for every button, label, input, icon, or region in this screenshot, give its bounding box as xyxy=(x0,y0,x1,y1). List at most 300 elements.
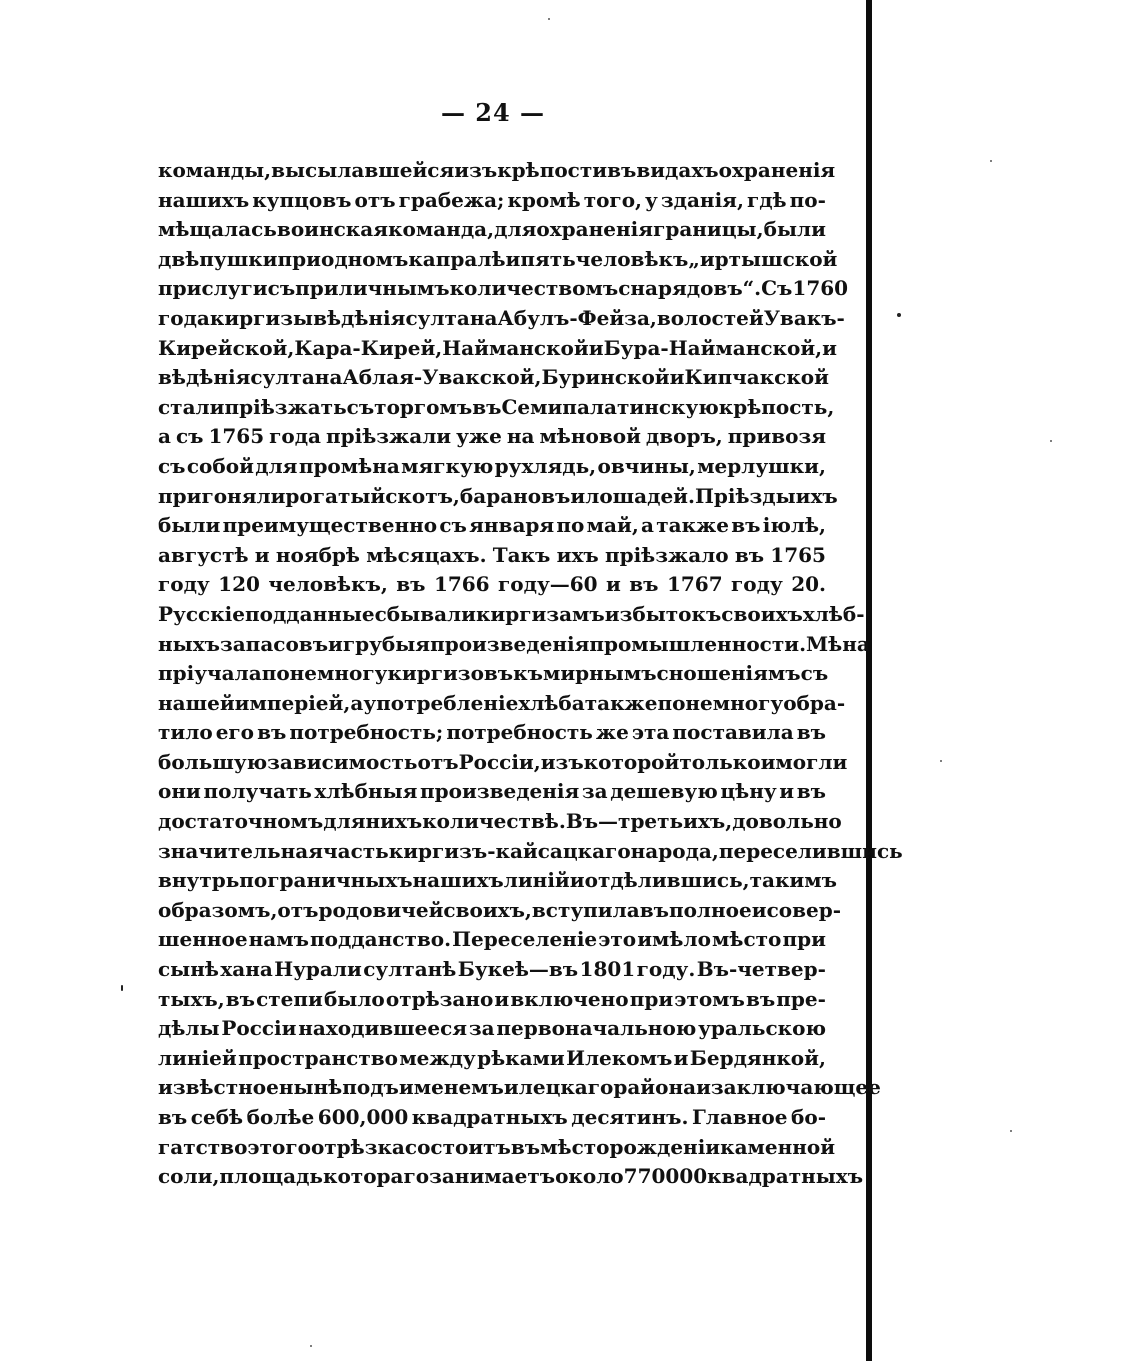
word: прислуги xyxy=(158,276,268,301)
word: пространство xyxy=(238,1045,398,1070)
word: вѣдѣнія xyxy=(313,305,406,330)
text-line xyxy=(158,393,835,423)
word: Мѣна xyxy=(806,631,870,656)
text-line xyxy=(158,186,826,216)
word: къ xyxy=(513,661,543,686)
word: зависимость xyxy=(267,749,418,774)
word: были xyxy=(763,217,826,242)
word: „иртышской xyxy=(688,246,838,271)
word: находившееся xyxy=(298,1016,468,1041)
word: дѣлы xyxy=(158,1016,220,1041)
dust-speck xyxy=(1010,1130,1012,1132)
word: году—60 xyxy=(498,572,598,597)
word: и xyxy=(779,779,795,804)
word: Въ-четвер- xyxy=(696,957,826,982)
word: въ xyxy=(639,897,669,922)
word: зданія, xyxy=(660,187,744,212)
word: и xyxy=(494,986,510,1011)
text-line xyxy=(158,630,870,660)
text-line xyxy=(158,1103,826,1133)
word: квадратныхъ xyxy=(707,1164,864,1189)
word: сбывали xyxy=(374,601,476,626)
word: въ xyxy=(731,513,761,538)
word: включено xyxy=(510,986,629,1011)
word: подъ xyxy=(342,1075,399,1100)
word: собой xyxy=(186,453,254,478)
word: и xyxy=(569,868,585,893)
word: и xyxy=(696,1075,711,1100)
word: линій xyxy=(503,868,570,893)
word: границы, xyxy=(653,217,764,242)
word: султана xyxy=(250,365,343,390)
word: команды, xyxy=(158,158,272,182)
word: квадратныхъ xyxy=(411,1105,568,1129)
word: Увакъ- xyxy=(763,305,845,330)
word: и xyxy=(570,483,586,508)
word: и xyxy=(254,542,270,567)
word: первоначальною xyxy=(496,1016,697,1041)
word: и xyxy=(505,246,521,271)
word: также xyxy=(584,690,658,715)
word: воинская xyxy=(276,217,388,242)
word: волостей xyxy=(656,305,764,330)
word: потребность; xyxy=(289,720,444,745)
word: 1766 xyxy=(433,572,490,597)
word: илецкаго xyxy=(503,1075,614,1100)
word: отъ xyxy=(417,749,459,774)
word: Русскіе xyxy=(158,601,245,626)
word: привозя xyxy=(727,424,826,449)
text-line xyxy=(158,215,826,245)
text-line xyxy=(158,1044,826,1074)
word: января xyxy=(469,513,555,538)
word: рогатый xyxy=(285,483,386,508)
word: соли, xyxy=(158,1164,220,1189)
word: же xyxy=(595,720,629,745)
word: шенное xyxy=(158,927,248,952)
word: лошадей. xyxy=(585,483,695,508)
word: киргизъ-кайсацкаго xyxy=(388,838,631,863)
word: хлѣб- xyxy=(802,601,865,626)
word: крѣпость, xyxy=(718,394,835,419)
word: пріѣзжало xyxy=(604,542,729,567)
word: купцовъ xyxy=(252,187,352,212)
word: между xyxy=(399,1045,476,1070)
word: и xyxy=(328,631,343,656)
word: ихъ xyxy=(795,483,838,508)
word: его xyxy=(215,720,255,745)
word: и xyxy=(606,572,621,597)
dust-speck xyxy=(897,313,901,317)
word: май, xyxy=(586,513,639,538)
word: имперіей, xyxy=(234,690,351,715)
word: количествѣ. xyxy=(422,809,566,834)
word: поставила xyxy=(672,720,794,745)
word: по xyxy=(556,513,585,538)
word: преимущественно xyxy=(222,513,438,538)
word: цѣну xyxy=(720,779,777,804)
word: крѣпости xyxy=(497,158,608,182)
word: пригоняли xyxy=(158,483,286,508)
text-line xyxy=(158,837,903,867)
word: большую xyxy=(158,749,268,774)
word: при xyxy=(629,986,674,1011)
word: грубыя xyxy=(342,631,431,656)
word: овчины, xyxy=(597,453,696,478)
word: хлѣбныя xyxy=(314,779,418,804)
word: полное xyxy=(668,897,752,922)
word: ноябрѣ xyxy=(275,542,360,567)
word: переселившись xyxy=(718,838,903,863)
text-line xyxy=(158,1014,826,1044)
word: Аблая-Увакской, xyxy=(342,365,542,390)
word: въ xyxy=(257,720,287,745)
word: съ xyxy=(175,424,204,449)
word: приличнымъ xyxy=(295,276,450,301)
word: съ xyxy=(800,661,829,686)
word: вступила xyxy=(531,897,640,922)
page-edge-shadow xyxy=(866,0,872,1361)
word: именемъ xyxy=(398,1075,504,1100)
word: въ xyxy=(225,986,255,1011)
word: уральскою xyxy=(698,1016,826,1041)
word: мѣновой xyxy=(539,424,641,449)
word: въ xyxy=(734,542,765,567)
word: 1765 xyxy=(770,542,826,567)
word: вѣдѣнія xyxy=(158,365,251,390)
word: въ xyxy=(472,394,502,419)
text-line xyxy=(158,866,837,896)
word: уже xyxy=(456,424,502,449)
word: высылавшейся xyxy=(271,158,455,182)
word: съ xyxy=(439,513,467,538)
dust-speck xyxy=(990,160,992,162)
word: и xyxy=(669,365,685,390)
word: а xyxy=(350,690,364,715)
text-line xyxy=(158,1162,864,1192)
word: за xyxy=(468,1016,495,1041)
word: скотъ, xyxy=(385,483,460,508)
word: а xyxy=(641,513,655,538)
word: степи xyxy=(256,986,323,1011)
text-line xyxy=(158,955,826,985)
text-line xyxy=(158,718,826,748)
word: въ xyxy=(510,1134,541,1159)
word: этомъ xyxy=(674,986,745,1011)
word: себѣ xyxy=(190,1105,244,1129)
word: пограничныхъ xyxy=(239,868,413,893)
word: отъ xyxy=(277,897,319,922)
word: въ xyxy=(396,572,426,597)
word: нашихъ xyxy=(412,868,504,893)
word: подданство. xyxy=(310,927,452,952)
word: хана xyxy=(220,957,273,982)
body-text xyxy=(158,156,903,1192)
word: Илекомъ xyxy=(566,1045,673,1070)
word: мѣсяцахъ. xyxy=(366,542,487,567)
word: 600,000 xyxy=(317,1105,409,1129)
dust-speck xyxy=(310,1345,312,1347)
word: также xyxy=(656,513,729,538)
word: запасовъ xyxy=(219,631,329,656)
word: въ xyxy=(796,779,826,804)
word: Нурали xyxy=(274,957,362,982)
text-line xyxy=(158,659,829,689)
word: 770000 xyxy=(623,1164,708,1189)
word: мѣсторожденіи xyxy=(540,1134,721,1159)
word: мѣсто xyxy=(712,927,782,952)
word: одномъ xyxy=(320,246,409,271)
word: каменной xyxy=(720,1134,836,1159)
word: Абулъ-Фейза, xyxy=(497,305,657,330)
word: грабежа; xyxy=(398,187,505,212)
word: по- xyxy=(789,187,826,212)
word: и xyxy=(588,335,604,360)
word: года xyxy=(158,305,210,330)
word: султанѣ xyxy=(363,957,457,982)
text-line xyxy=(158,570,826,600)
word: были xyxy=(158,513,221,538)
word: торгомъ xyxy=(374,394,473,419)
word: ихъ xyxy=(556,542,599,567)
word: это xyxy=(598,927,637,952)
word: команда, xyxy=(388,217,495,242)
word: того, xyxy=(583,187,642,212)
word: своихъ xyxy=(721,601,803,626)
dust-speck xyxy=(548,18,550,20)
text-line xyxy=(158,482,838,512)
word: 1767 xyxy=(666,572,723,597)
word: народа, xyxy=(630,838,719,863)
word: мѣщалась xyxy=(158,217,277,242)
word: пре- xyxy=(776,986,826,1011)
word: обра- xyxy=(783,690,846,715)
word: для xyxy=(255,453,298,478)
word: для xyxy=(494,217,537,242)
word: въ xyxy=(796,720,826,745)
word: 20. xyxy=(791,572,826,597)
word: нынѣ xyxy=(278,1075,343,1100)
text-line xyxy=(158,600,865,630)
word: дворъ, xyxy=(645,424,723,449)
text-line xyxy=(158,304,845,334)
word: 1801 xyxy=(579,957,636,982)
word: изъ xyxy=(454,158,498,182)
word: Кипчакской xyxy=(684,365,829,390)
word: этого xyxy=(247,1134,311,1159)
text-line xyxy=(158,274,849,304)
dust-speck xyxy=(940,760,942,762)
word: за xyxy=(581,779,608,804)
text-line xyxy=(158,511,826,541)
word: Главное xyxy=(692,1105,788,1129)
text-line xyxy=(158,334,837,364)
word: тило xyxy=(158,720,213,745)
word: избытокъ xyxy=(604,601,722,626)
text-line xyxy=(158,925,826,955)
word: въ xyxy=(629,572,659,597)
word: Найманской xyxy=(442,335,589,360)
word: довольно xyxy=(732,809,842,834)
word: которой xyxy=(583,749,680,774)
text-line xyxy=(158,245,838,275)
word: родовичей xyxy=(318,897,444,922)
word: въ xyxy=(607,158,637,182)
text-line xyxy=(158,777,826,807)
word: подданные xyxy=(244,601,375,626)
word: было xyxy=(323,986,385,1011)
word: капралѣ xyxy=(408,246,506,271)
word: на xyxy=(506,424,535,449)
word: при xyxy=(277,246,321,271)
word: киргизамъ xyxy=(475,601,605,626)
word: пушки xyxy=(199,246,278,271)
word: двѣ xyxy=(158,246,200,271)
word: Кара-Кирей, xyxy=(294,335,443,360)
word: Пріѣзды xyxy=(694,483,796,508)
word: такимъ xyxy=(749,868,837,893)
word: хлѣба xyxy=(518,690,585,715)
word: намъ xyxy=(248,927,309,952)
word: барановъ xyxy=(459,483,571,508)
word: для xyxy=(323,809,366,834)
word: киргизовъ xyxy=(387,661,514,686)
word: человѣкъ, xyxy=(268,572,388,597)
word: пріѣзжать xyxy=(224,394,347,419)
word: дешевую xyxy=(610,779,718,804)
word: стали xyxy=(158,394,225,419)
word: человѣкъ xyxy=(575,246,689,271)
word: нашихъ xyxy=(158,187,250,212)
word: мирнымъ xyxy=(542,661,657,686)
text-line xyxy=(158,422,826,452)
word: августѣ xyxy=(158,542,249,567)
word: гдѣ xyxy=(746,187,787,212)
word: въ xyxy=(158,1105,188,1129)
text-line xyxy=(158,156,836,186)
word: получать xyxy=(203,779,312,804)
word: извѣстное xyxy=(158,1075,279,1100)
word: потребность xyxy=(446,720,593,745)
word: и xyxy=(822,335,837,360)
word: сношеніямъ xyxy=(656,661,801,686)
word: и xyxy=(673,1045,689,1070)
word: Бердянкой, xyxy=(689,1045,826,1070)
word: Кирейской, xyxy=(158,335,295,360)
word: снарядовъ“. xyxy=(618,276,762,301)
word: 1760 xyxy=(792,276,849,301)
word: промышленности. xyxy=(589,631,807,656)
word: изъ xyxy=(540,749,584,774)
word: а xyxy=(158,424,171,449)
text-line xyxy=(158,689,846,719)
word: отдѣлившись, xyxy=(584,868,750,893)
word: года xyxy=(269,424,322,449)
word: въ xyxy=(745,986,776,1011)
word: съ xyxy=(346,394,375,419)
word: котораго xyxy=(323,1164,430,1189)
word: ныхъ xyxy=(158,631,220,656)
word: іюлѣ, xyxy=(762,513,826,538)
word: киргизы xyxy=(209,305,314,330)
text-line xyxy=(158,541,826,571)
word: десятинъ. xyxy=(571,1105,689,1129)
word: съ xyxy=(158,453,186,478)
word: рѣками xyxy=(477,1045,565,1070)
word: состоитъ xyxy=(404,1134,511,1159)
word: нашей xyxy=(158,690,235,715)
word: линіей xyxy=(158,1045,237,1070)
word: Бура-Найманской, xyxy=(603,335,823,360)
word: пріучала xyxy=(158,661,262,686)
word: эта xyxy=(631,720,670,745)
word: своихъ, xyxy=(443,897,532,922)
word: Россіи, xyxy=(458,749,541,774)
word: сынѣ xyxy=(158,957,219,982)
word: Въ—третьихъ, xyxy=(565,809,733,834)
word: достаточномъ xyxy=(158,809,324,834)
word: съ xyxy=(267,276,296,301)
word: Буринской xyxy=(541,365,670,390)
word: количествомъ xyxy=(449,276,619,301)
page-number: — 24 — xyxy=(440,98,546,127)
word: образомъ, xyxy=(158,897,278,922)
dust-speck xyxy=(121,985,123,991)
word: совер- xyxy=(766,897,842,922)
word: бо- xyxy=(791,1105,826,1129)
word: и xyxy=(751,897,767,922)
word: площадь xyxy=(219,1164,324,1189)
word: пріѣзжали xyxy=(326,424,452,449)
word: Такъ xyxy=(492,542,551,567)
word: при xyxy=(782,927,826,952)
text-line xyxy=(158,363,829,393)
text-line xyxy=(158,985,826,1015)
word: Переселеніе xyxy=(452,927,598,952)
word: кромѣ xyxy=(507,187,581,212)
text-line xyxy=(158,452,826,482)
word: значительная xyxy=(158,838,323,863)
word: часть xyxy=(323,838,389,863)
text-line xyxy=(158,807,842,837)
word: заключающее xyxy=(710,1075,881,1100)
text-line xyxy=(158,1133,836,1163)
word: Съ xyxy=(761,276,793,301)
word: у xyxy=(645,187,658,212)
word: 120 xyxy=(218,572,260,597)
word: мягкую xyxy=(401,453,494,478)
word: году. xyxy=(636,957,696,982)
text-line xyxy=(158,748,848,778)
word: имѣло xyxy=(637,927,711,952)
word: тыхъ, xyxy=(158,986,225,1011)
word: султана xyxy=(405,305,498,330)
word: района xyxy=(613,1075,697,1100)
word: охраненія xyxy=(718,158,836,182)
word: произведенія xyxy=(430,631,590,656)
word: пять xyxy=(520,246,576,271)
text-line xyxy=(158,1073,881,1103)
text-line xyxy=(158,896,842,926)
word: только xyxy=(679,749,761,774)
word: Букеѣ—въ xyxy=(457,957,579,982)
word: болѣе xyxy=(246,1105,315,1129)
word: употребленіе xyxy=(363,690,519,715)
word: видахъ xyxy=(636,158,719,182)
word: охраненія xyxy=(536,217,654,242)
word: отрѣзка xyxy=(310,1134,405,1159)
word: внутрь xyxy=(158,868,240,893)
